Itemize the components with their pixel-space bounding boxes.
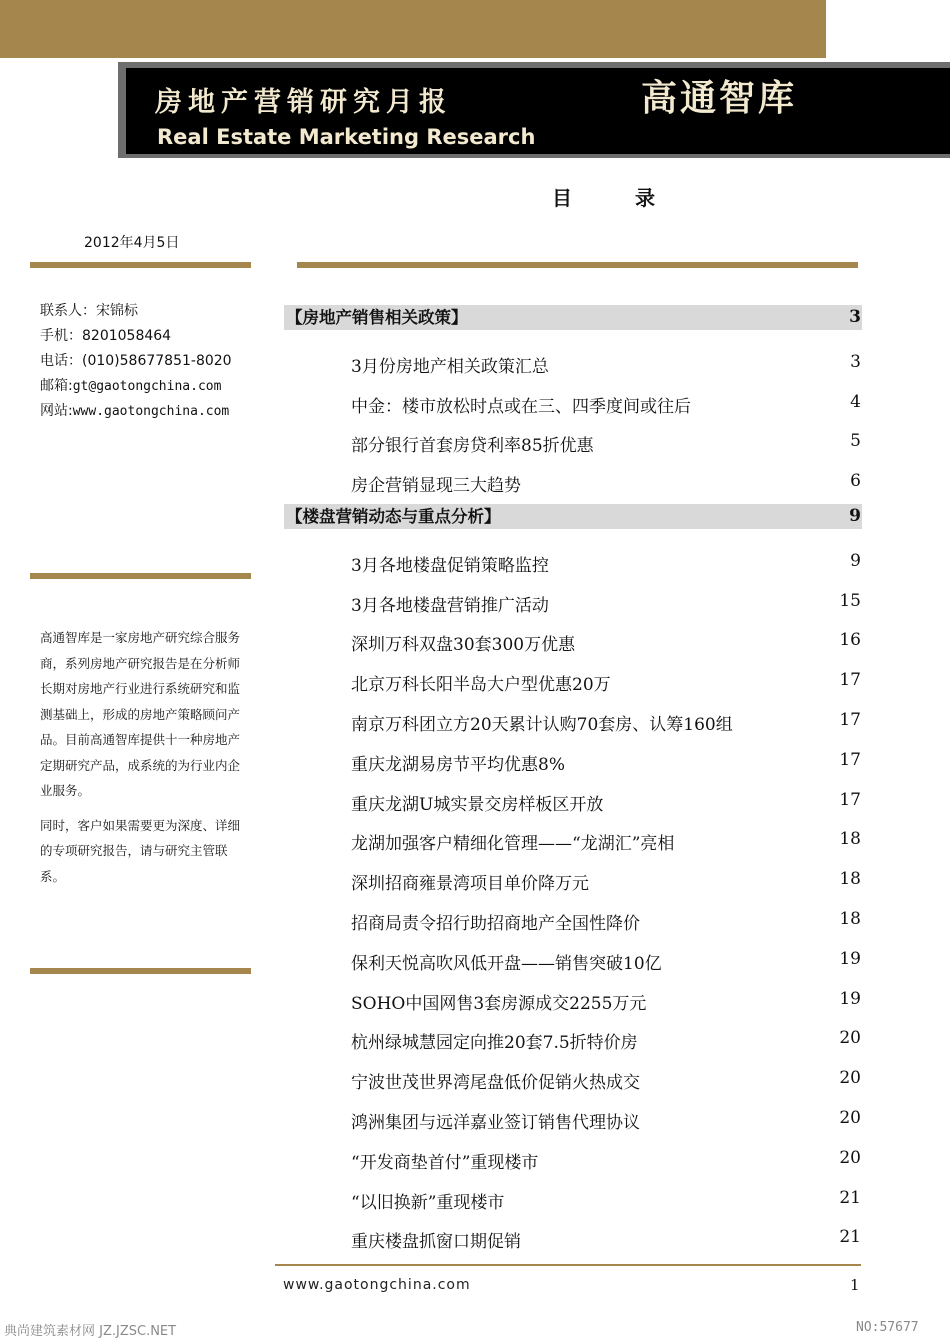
toc-label: 重庆龙湖U城实景交房样板区开放 bbox=[351, 794, 604, 815]
toc-entry[interactable] bbox=[284, 822, 862, 862]
watermark-number: NO:57677 bbox=[856, 1320, 919, 1335]
toc-divider-top bbox=[297, 262, 858, 268]
footer-website-link[interactable]: www.gaotongchina.com bbox=[283, 1277, 471, 1293]
contact-phone bbox=[40, 324, 232, 349]
toc-page: 18 bbox=[839, 829, 861, 850]
toc-label: “开发商垫首付”重现楼市 bbox=[351, 1152, 539, 1173]
toc-entry[interactable] bbox=[284, 623, 862, 663]
email-value: gt@gaotongchina.com bbox=[72, 379, 222, 394]
toc-page: 18 bbox=[839, 908, 861, 929]
toc-entry[interactable] bbox=[284, 703, 862, 743]
about-paragraph: 同时，客户如果需要更为深度、详细的专项研究报告，请与研究主管联系。 bbox=[40, 817, 241, 884]
toc-entry[interactable] bbox=[284, 743, 862, 783]
contact-tel: 电话：(010)58677851-8020 bbox=[40, 353, 232, 369]
toc-entry[interactable] bbox=[284, 862, 862, 902]
phone-label: 手机： bbox=[40, 328, 82, 344]
toc-page: 17 bbox=[839, 709, 861, 730]
toc-page: 6 bbox=[850, 471, 861, 492]
report-title-en: Real Estate Marketing Research bbox=[157, 125, 536, 149]
toc-page: 20 bbox=[839, 1107, 861, 1128]
sidebar-divider-top bbox=[30, 262, 251, 268]
toc-entry[interactable] bbox=[284, 1061, 862, 1101]
toc-page: 20 bbox=[839, 1028, 861, 1049]
sidebar-divider-middle bbox=[30, 573, 251, 579]
header-gold-band bbox=[0, 0, 826, 58]
toc-page: 17 bbox=[839, 789, 861, 810]
toc-entry[interactable] bbox=[284, 1141, 862, 1181]
toc-entry[interactable] bbox=[284, 1220, 862, 1260]
toc-label: 杭州绿城慧园定向推20套7.5折特价房 bbox=[351, 1033, 638, 1054]
toc-label: 龙湖加强客户精细化管理——“龙湖汇”亮相 bbox=[351, 834, 675, 855]
toc-page: 21 bbox=[839, 1227, 861, 1248]
toc-label: 3月份房地产相关政策汇总 bbox=[351, 356, 549, 377]
toc-page: 5 bbox=[850, 431, 861, 452]
toc-label: 宁波世茂世界湾尾盘低价促销火热成交 bbox=[351, 1073, 640, 1094]
toc-label: 深圳招商雍景湾项目单价降万元 bbox=[351, 874, 589, 895]
toc-page: 19 bbox=[839, 988, 861, 1009]
toc-entry[interactable] bbox=[284, 584, 862, 624]
toc-entry[interactable] bbox=[284, 385, 862, 425]
toc-label: 3月各地楼盘促销策略监控 bbox=[351, 555, 549, 576]
toc-label: 部分银行首套房贷利率85折优惠 bbox=[351, 436, 594, 457]
toc-page: 3 bbox=[849, 307, 861, 327]
about-paragraph: 高通智库是一家房地产研究综合服务商，系列房地产研究报告是在分析师长期对房地产行业进行系统研究和监测基础上，形成的房地产策略顾问产品。目前高通智库提供十一种房地产定期研究产品，成系统的为行业内企业服务。 bbox=[40, 630, 241, 798]
toc-page: 20 bbox=[839, 1147, 861, 1168]
toc-section[interactable] bbox=[284, 504, 862, 544]
toc-label: 鸿洲集团与远洋嘉业签订销售代理协议 bbox=[351, 1112, 640, 1133]
toc-page: 17 bbox=[839, 749, 861, 770]
toc-label: 重庆龙湖易房节平均优惠8% bbox=[351, 754, 565, 775]
toc-label: 重庆楼盘抓窗口期促销 bbox=[351, 1232, 521, 1253]
toc-label: 3月各地楼盘营销推广活动 bbox=[351, 595, 549, 616]
toc-page: 15 bbox=[839, 590, 861, 611]
toc-label: 招商局责令招行助招商地产全国性降价 bbox=[351, 913, 640, 934]
toc-page: 9 bbox=[849, 505, 861, 526]
table-of-contents bbox=[284, 305, 862, 1260]
toc-page: 3 bbox=[850, 351, 861, 372]
toc-page: 18 bbox=[839, 869, 861, 890]
toc-label: 北京万科长阳半岛大户型优惠20万 bbox=[351, 675, 611, 696]
toc-entry[interactable] bbox=[284, 464, 862, 504]
toc-label: 房企营销显现三大趋势 bbox=[351, 476, 521, 497]
toc-entry[interactable] bbox=[284, 1101, 862, 1141]
contact-info bbox=[40, 299, 232, 424]
footer-divider bbox=[275, 1264, 861, 1266]
toc-page: 21 bbox=[839, 1187, 861, 1208]
toc-entry[interactable] bbox=[284, 544, 862, 584]
report-title-cn: 房地产营销研究月报 bbox=[155, 87, 452, 118]
about-company bbox=[40, 625, 252, 889]
toc-entry[interactable] bbox=[284, 1181, 862, 1221]
toc-entry[interactable] bbox=[284, 663, 862, 703]
site-value: www.gaotongchina.com bbox=[72, 404, 230, 419]
brand-name: 高通智库 bbox=[641, 77, 798, 119]
watermark-source: 典尚建筑素材网 JZ.JZSC.NET bbox=[4, 1324, 177, 1339]
toc-label: 南京万科团立方20天累计认购70套房、认筹160组 bbox=[351, 714, 733, 735]
toc-section[interactable] bbox=[284, 305, 862, 345]
toc-page: 9 bbox=[850, 550, 861, 571]
site-label: 网站: bbox=[40, 403, 73, 419]
phone-value: 8201058464 bbox=[82, 328, 172, 344]
toc-label: “以旧换新”重现楼市 bbox=[351, 1192, 505, 1213]
toc-label: SOHO中国网售3套房源成交2255万元 bbox=[351, 993, 647, 1014]
toc-heading: 目 录 bbox=[552, 186, 683, 210]
toc-page: 19 bbox=[839, 948, 861, 969]
toc-entry[interactable] bbox=[284, 902, 862, 942]
toc-label: 【房地产销售相关政策】 bbox=[286, 308, 468, 327]
contact-site bbox=[40, 399, 232, 424]
toc-page: 17 bbox=[839, 670, 861, 691]
toc-entry[interactable] bbox=[284, 982, 862, 1022]
toc-entry[interactable] bbox=[284, 424, 862, 464]
toc-label: 中金：楼市放松时点或在三、四季度间或往后 bbox=[351, 396, 691, 417]
toc-entry[interactable] bbox=[284, 1021, 862, 1061]
report-date: 2012年4月5日 bbox=[84, 235, 180, 251]
toc-label: 保利天悦高吹风低开盘——销售突破10亿 bbox=[351, 953, 662, 974]
toc-entry[interactable] bbox=[284, 345, 862, 385]
footer-page-number: 1 bbox=[850, 1276, 860, 1294]
toc-label: 【楼盘营销动态与重点分析】 bbox=[286, 506, 501, 526]
toc-page: 4 bbox=[850, 391, 861, 412]
email-label: 邮箱: bbox=[40, 378, 73, 394]
sidebar-divider-bottom bbox=[30, 968, 251, 974]
toc-entry[interactable] bbox=[284, 942, 862, 982]
contact-email bbox=[40, 374, 232, 399]
toc-label: 深圳万科双盘30套300万优惠 bbox=[351, 635, 576, 656]
toc-page: 20 bbox=[839, 1068, 861, 1089]
contact-person: 联系人：宋锦标 bbox=[40, 303, 138, 319]
toc-entry[interactable] bbox=[284, 783, 862, 823]
toc-page: 16 bbox=[839, 630, 861, 651]
